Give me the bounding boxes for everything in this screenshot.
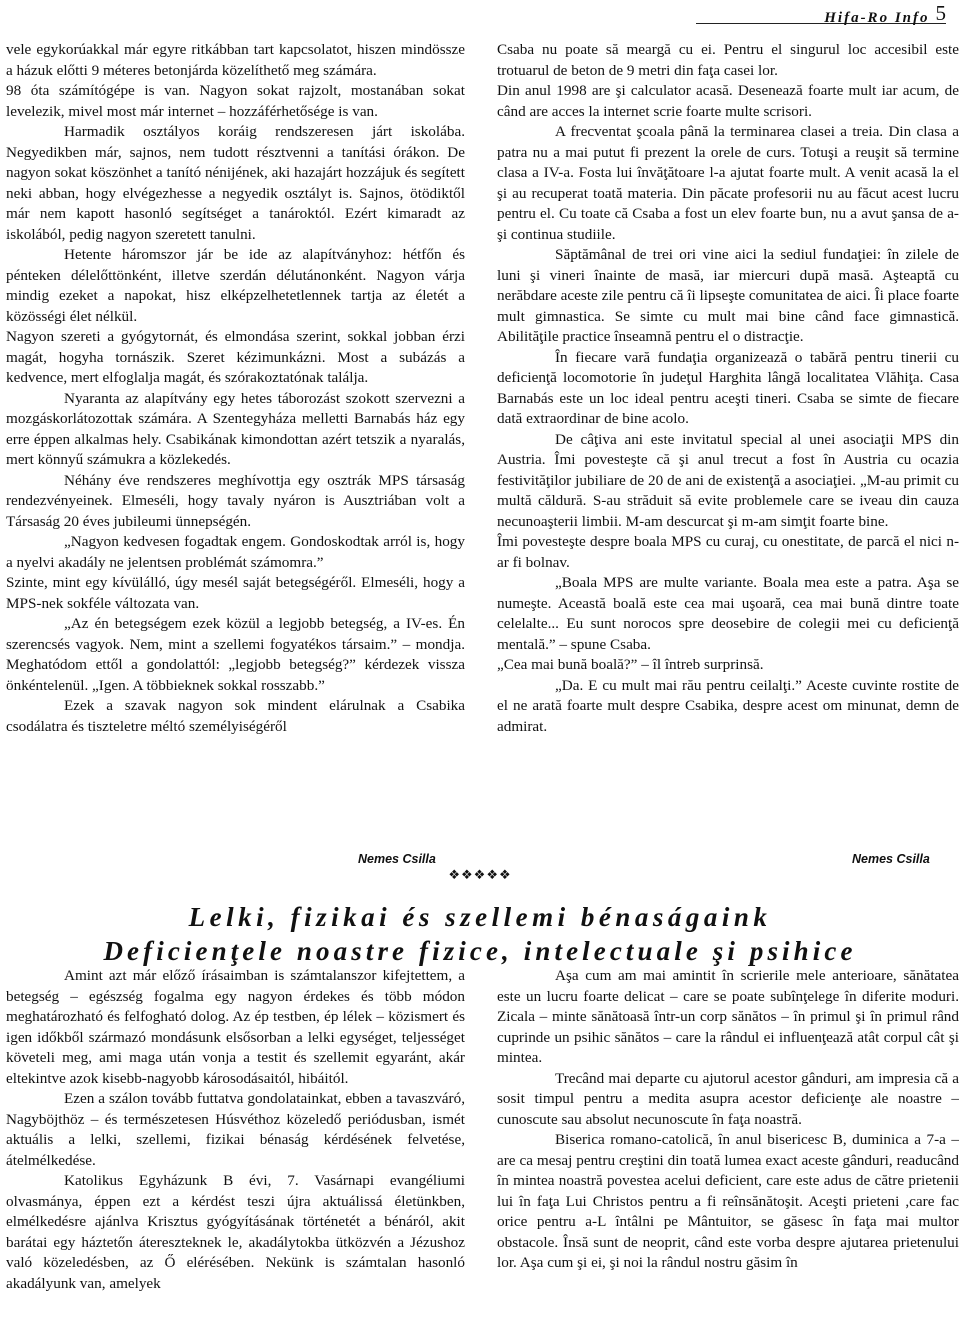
paragraph: Csaba nu poate să meargă cu ei. Pentru el singurul loc accesibil este trotuarul de beton de 9 metri din faţa casei lor. <box>497 41 959 79</box>
paragraph: Ezen a szálon tovább futtatva gondolatainkat, ebben a tavaszváró, Nagyböjthöz – és természetesen Húsvéthoz közeledő periódusban, ismét aktuális a lelki, szellemi, fizikai bénaság kérdésének felvetése, átelmélkedése. <box>6 1090 465 1169</box>
paragraph: Szinte, mint egy kívülálló, úgy mesél saját betegségéről. Elmeséli, hogy a MPS-nek sokféle változata van. <box>6 574 465 612</box>
paragraph: Hetente háromszor jár be ide az alapítványhoz: hétfőn és pénteken délelőttönként, illetve szerdán délutánonként. Nagyon várja mindig ezeket a napokat, hisz elképzelhetetlennek tartja az életét a közösségi élet nélkül. <box>6 246 465 325</box>
article1-hungarian-author: Nemes Csilla <box>358 852 436 866</box>
paragraph: Trecând mai departe cu ajutorul acestor gânduri, am impresia că a sosit timpul pentru a medita asupra acestor deficienţe ale noastre – cunoscute sau absolut necunoscute în faţa noastră. <box>497 1069 959 1128</box>
paragraph: Katolikus Egyházunk B évi, 7. Vasárnapi evangéliumi olvasmánya, éppen ezt a kérdést teszi újra aktuálissá életünkben, elmélkedésre ajánlva Krisztus gyógyításának történetét a bénáról, akit barátai egy háztetőn átereszteknek le, akadálytokba ütközvén a Jézushoz való közeledésben, az Ő elérésében. Nekünk is számtalan hasonló akadályunk van, amelyek <box>6 1172 465 1292</box>
article1-romanian-column <box>497 40 959 850</box>
article1-hungarian-column <box>6 40 465 848</box>
paragraph: Nyaranta az alapítvány egy hetes táborozást szokott szervezni a mozgáskorlátozottak számára. A Szentegyháza melletti Barnabás ház egy erre éppen alkalmas hely. Csabikának kimondottan azért tetszik a nyaralás, mert könnyű számukra a közlekedés. <box>6 389 465 468</box>
article1-romanian-author: Nemes Csilla <box>852 852 930 866</box>
article2-title-hungarian: Lelki, fizikai és szellemi bénaságaink <box>188 902 772 932</box>
paragraph: „Az én betegségem ezek közül a legjobb betegség, a IV-es. Én szerencsés vagyok. Nem, mint a szellemi fogyatékos társaim.” – mondja. Meghatódom ettől a gondolattól: „legjobb betegség?” kérdezek vissza önkéntelenül. „Igen. A többieknek sokkal rosszabb.” <box>6 615 465 694</box>
paragraph: „Cea mai bună boală?” – îl întreb surprinsă. <box>497 656 764 673</box>
publication-title: Hifa-Ro Info <box>824 10 930 26</box>
paragraph: De câţiva ani este invitatul special al unei asociaţii MPS din Austria. Îmi povesteşte că şi anul trecut a fost în Austria cu ocazia festivităţilor jubiliare de 20 de ani de existenţă a asociaţiei. „M-au primit cu multă căldură. S-au străduit să evite problemele care se iveau din cauza necunoaşterii limbii. M-am descurcat şi m-am simţit foarte bine. <box>497 430 959 530</box>
paragraph: Harmadik osztályos koráig rendszeresen járt iskolába. Negyedikben már, sajnos, nem tudott résztvenni a tanítási órákon. De nagyon sokat köszönhet a tanító nénijének, aki hazajárt hozzájuk és segített neki abban, hogy elvégezhesse a negyedik osztályt is. Sajnos, ötödiktől már nem kapott hasonló segítséget a tanároktól. Ezért kimaradt az iskolából, pedig nagyon szeretett tanulni. <box>6 123 465 243</box>
paragraph: Biserica romano-catolică, în anul bisericesc B, duminica a 7-a – are ca mesaj pentru creştini din toată lumea exact aceste gânduri, readucând în mintea noastră povestea acelui deficient, care este adus de către prietenii lui în faţa Lui Christos pentru a fi reînsănătoşit. Aceşti prieteni ,care fac orice pentru a-L întâlni pe Mântuitor, se găsesc în faţa mai multor obstacole. Însă sunt de neoprit, când este vorba despre ajutarea prietenului lor. Aşa cum şi ei, şi noi la rândul nostru găsim în <box>497 1131 959 1271</box>
paragraph: Aşa cum am mai amintit în scrierile mele anterioare, sănătatea este un lucru foarte delicat – care se poate subînţelege în diferite moduri. Zicala – minte sănătoasă într-un corp sănătos – în primul şi în primul rând cuprinde un psihic sănătos – care la rândul ei influenţează atât corpul cât şi mintea. <box>497 967 959 1066</box>
paragraph: În fiecare vară fundaţia organizează o tabără pentru tinerii cu deficienţă locomotorie în judeţul Harghita lângă localitatea Vlăhiţa. Casa Barnabás este un loc ideal pentru aceşti tineri. Csaba se simte de fiecare dată extraordinar de bine acolo. <box>497 348 959 427</box>
paragraph: Din anul 1998 are şi calculator acasă. Desenează foarte mult iar acum, de când are acces la internet scrie foarte multe scrisori. <box>497 82 959 120</box>
page-header <box>696 0 946 24</box>
section-divider-ornament: ❖❖❖❖❖ <box>448 868 512 883</box>
paragraph: 98 óta számítógépe is van. Nagyon sokat rajzolt, mostanában sokat levelezik, mivel most már internet – hozzáférhetősége is van. <box>6 82 465 120</box>
page-number: 5 <box>935 1 946 25</box>
paragraph: Ezek a szavak nagyon sok mindent elárulnak a Csabika csodálatra és tiszteletre méltó személyiségéről <box>6 697 465 735</box>
paragraph: vele egykorúakkal már egyre ritkábban tart kapcsolatot, hiszen mindössze a házuk előtti 9 méteres betonjárda közelíthető meg számára. <box>6 41 465 79</box>
paragraph: „Boala MPS are multe variante. Boala mea este a patra. Aşa se numeşte. Această boală este cea mai uşoară, cea mai bună dintre toate celelalte... Eu sunt norocos spre deosebire de colegii mei cu deficienţă mentală.” – spune Csaba. <box>497 574 959 653</box>
paragraph: Néhány éve rendszeres meghívottja egy osztrák MPS társaság rendezvényeinek. Elmeséli, hogy tavaly nyáron is Ausztriában volt a Társaság 20 éves jubileumi ünnepségén. <box>6 471 465 530</box>
paragraph: A frecventat şcoala până la terminarea clasei a treia. Din clasa a patra nu a mai putut fi prezent la orele de curs. Totuşi a reuşit să termine clasa a IV-a. Fosta lui învăţătoare l-a ajutat foarte mult. A venit acasă la el şi au recuperat toată materia. Din păcate profesorii nu au făcut acest lucru pentru el. Cu toate că Csaba a fost un elev foarte bun, nu a avut şansa de a-şi continua studiile. <box>497 123 959 243</box>
paragraph: „Da. E cu mult mai rău pentru ceilalţi.” Aceste cuvinte rostite de el ne arată foarte mult despre Csabika, despre acest om minunat, demn de admirat. <box>497 676 959 735</box>
article2-romanian-column <box>497 966 959 1322</box>
paragraph: „Nagyon kedvesen fogadtak engem. Gondoskodtak arról is, hogy a nyelvi akadály ne jelentsen problémát számomra.” <box>6 533 465 571</box>
paragraph: Nagyon szereti a gyógytornát, és elmondása szerint, sokkal jobban érzi magát, hogyha tornászik. Szeret kézimunkázni. Most a subázás a kedvence, mert elfoglalja magát, és szórakoztatónak találja. <box>6 328 465 386</box>
paragraph: Săptămânal de trei ori vine aici la sediul fundaţiei: în zilele de luni şi vineri înainte de masă, iar miercuri după masă. Aşteaptă cu nerăbdare aceste zile pentru că îi lipseşte comunitatea de aici. Îi place foarte mult gimnastica. Se simte cu mult mai bine când face gimnastică. Abilităţile practice înseamnă pentru el o distracţie. <box>497 246 959 345</box>
paragraph: Amint azt már előző írásaimban is számtalanszor kifejtettem, a betegség – egészség fogalma egy nagyon érdekes és több módon meghatározható és felfogható dolog. Az ép testben, ép lélek – közismert és igen időkből származó mondásunk elsősorban a lelki egységet, teljességet követeli meg, ami maga után vonja a testit és szellemit egyaránt, akár eltekintve azok kisebb-nagyobb károsodásaitól, hibáitól. <box>6 967 465 1087</box>
article2-title-romanian: Deficienţele noastre fizice, intelectuale şi psihice <box>103 936 857 966</box>
article2-hungarian-column <box>6 966 465 1322</box>
paragraph: Îmi povesteşte despre boala MPS cu curaj, cu onestitate, de parcă el nici n-ar fi bolnav. <box>497 533 959 571</box>
